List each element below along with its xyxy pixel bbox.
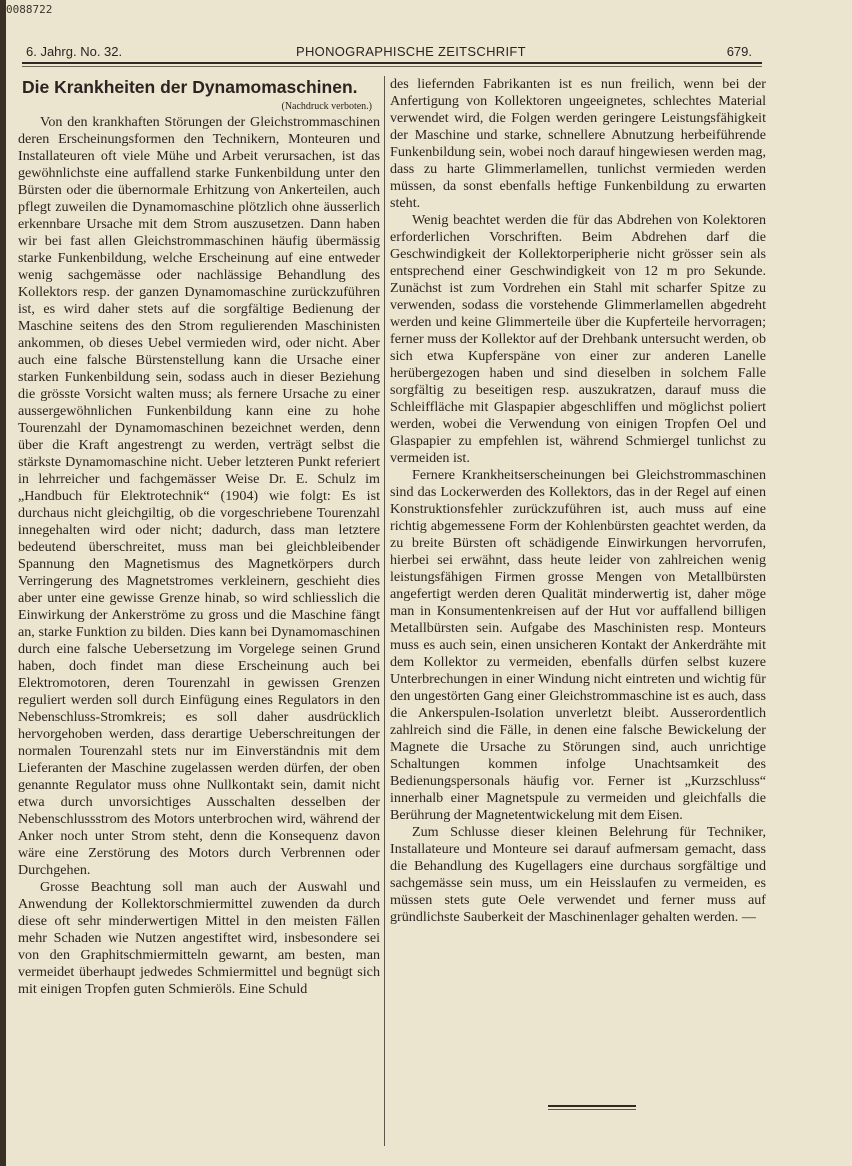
article-title: Die Krankheiten der Dynamomaschinen.	[22, 77, 358, 97]
column-divider	[384, 76, 385, 1146]
paragraph: Zum Schlusse dieser kleinen Belehrung für Techniker, Installateure und Monteure sei darauf aufmersam gemacht, dass die Behandlung des Kugellagers eine durchaus sorgfältige und sachgemässe sein muss, um ein Heisslaufen zu vermeiden, es müssen stets gute Oele verwendet und ferner muss auf gründlichste Sauberkeit der Maschinenlager gehalten werden. —	[390, 824, 766, 925]
page-edge	[0, 0, 6, 1166]
header-rule-thin	[22, 66, 762, 67]
journal-title: PHONOGRAPHISCHE ZEITSCHRIFT	[296, 44, 526, 59]
header-rule	[22, 62, 762, 64]
scan-id: 0088722	[6, 3, 53, 16]
running-header	[22, 42, 762, 62]
right-column	[390, 76, 766, 1146]
page-number: 679.	[726, 44, 752, 59]
issue-label: 6. Jahrg. No. 32.	[26, 44, 123, 59]
end-rule	[548, 1105, 636, 1107]
reprint-note: (Nachdruck verboten.)	[281, 101, 372, 112]
end-rule-thin	[548, 1109, 636, 1110]
paragraph: Grosse Beachtung soll man auch der Auswahl und Anwendung der Kollektorschmiermittel zuwenden da durch diese oft sehr minderwertigen Mittel in den meisten Fällen mehr Schaden wie Nutzen angestiftet wird, insbesondere sei von den Graphitschmiermitteln gewarnt, am besten, man vermeidet überhaupt jedwedes Schmiermittel und begnügt sich mit einigen Tropfen guten Schmieröls. Eine Schuld	[18, 879, 380, 997]
paragraph: Von den krankhaften Störungen der Gleichstrommaschinen deren Erscheinungsformen den Technikern, Monteuren und Installateuren oft viele Mühe und Arbeit verursachen, ist das gewöhnlichste eine auffallend starke Funkenbildung unter den Bürsten oder die übernormale Erhitzung von Ankerteilen, auch pflegt zuweilen die Dynamomaschine plötzlich ohne äusserlich erkennbare Ursache mit dem Strom auszusetzen. Dann haben wir bei fast allen Gleichstrommaschinen häufig übermässig starke Funkenbildung, welche Erscheinung auf eine entweder wenig sachgemässe oder nachlässige Behandlung des Kollektors resp. der ganzen Dynamomaschine zurückzuführen ist, es wird daher stets auf die sorgfältige Bedienung der Maschine seitens des den Strom regulierenden Maschinisten ankommen, ob dieses Uebel vermieden wird, oder nicht. Aber auch eine falsche Bürstenstellung kann die Ursache einer starken Funkenbildung sein, sodass auch in dieser Beziehung die grösste Vorsicht walten muss; als fernere Ursache zu einer aussergewöhnlichen Funkenbildung kann eine zu hohe Tourenzahl der Dynamomaschinen bezeichnet werden, denn über die Kraft angestrengt zu werden, verträgt selbst die stärkste Dynamomaschine nicht. Ueber letzteren Punkt referiert in lehrreicher und fachgemässer Weise Dr. E. Schulz im „Handbuch für Elektrotechnik“ (1904) wie folgt: Es ist durchaus nicht gleichgiltig, ob die vorgeschriebene Tourenzahl innegehalten wird oder nicht; dadurch, dass man letztere bedeutend überschreitet, muss man bei gleichbleibender Spannung den Magnetismus des Magnetkörpers durch Verringerung des Magnetstromes verkleinern, geschieht dies aber unter eine gewisse Grenze hinab, so wird schliesslich die Einwirkung der Ankerströme zu gross und die Maschine fängt an, starke Funktion zu bilden. Dies kann bei Dynamomaschinen durch eine falsche Uebersetzung im Vorgelege seinen Grund haben, doch findet man diese Erscheinung auch bei Elektromotoren, deren Tourenzahl in gewissen Grenzen reguliert werden soll durch Einfügung eines Regulators in den Nebenschluss-Stromkreis; es soll daher ausdrücklich hervorgehoben werden, dass derartige Ueberschreitungen der normalen Tourenzahl stets nur im Einverständnis mit dem Lieferanten der Maschine zugelassen werden dürfen, der oben genannte Regulator muss ohne Nullkontakt sein, damit nicht etwa durch unvorsichtiges Ausschalten desselben der Nebenschlussstrom des Motors unterbrochen wird, während der Anker noch unter Strom steht, denn die Konsequenz davon wäre eine Zerstörung des Motors durch Verbrennen oder Durchgehen.	[18, 114, 380, 878]
paragraph: Wenig beachtet werden die für das Abdrehen von Kolektoren erforderlichen Vorschriften. Beim Abdrehen darf die Geschwindigkeit der Kollektorperipherie nicht grösser sein als entsprechend einer Geschwindigkeit von 12 m pro Sekunde. Zunächst ist zum Vordrehen ein Stahl mit scharfer Spitze zu verwenden, sodass die vorstehende Glimmerlamellen abgedreht werden und keine Glimmerteile über die Kupferteile hervorragen; ferner muss der Kollektor auf der Drehbank untersucht werden, ob sich etwa Kupferspäne von einer zur anderen Lanelle herübergezogen haben und sind dieselben in solchem Falle sorgfältig zu beseitigen resp. auszukratzen, darauf muss die Schleiffläche mit Glaspapier abgeschliffen und möglichst poliert werden, wobei die Verwendung von einigen Tropfen Oel und Glaspapier zu empfehlen ist, während Schmiergel tunlichst zu vermeiden ist.	[390, 212, 766, 466]
paragraph: des liefernden Fabrikanten ist es nun freilich, wenn bei der Anfertigung von Kollektoren ungeeignetes, schlechtes Material verwendet wird, die Folgen werden geringere Leistungsfähigkeit der Maschine und starke, schnellere Abnutzung herbeiführende Funkenbildung sein, wobei noch darauf hingewiesen werden mag, dass zu harte Glimmerlamellen, tunlichst vermieden werden müssen, da sonst ebenfalls heftige Funkenbildung zu erwarten steht.	[390, 76, 766, 211]
paragraph: Fernere Krankheitserscheinungen bei Gleichstrommaschinen sind das Lockerwerden des Kollektors, das in der Regel auf einen Konstruktionsfehler zurückzuführen ist, auch muss auf eine richtig abgemessene Form der Kohlenbürsten geachtet werden, da zu breite Bürsten oft schädigende Einwirkungen hervorrufen, hierbei sei erwähnt, dass heute leider von zahlreichen wenig leistungsfähigen Firmen grosse Mengen von Metallbürsten angefertigt werden deren Qualität minderwertig ist, daher möge man in Konsumentenkreisen auf der Hut vor auffallend billigen Metallbürsten sein. Aufgabe des Maschinisten resp. Monteurs muss es auch sein, einen unsicheren Kontakt der Ankerdrähte mit dem Kollektor zu vermeiden, ebenfalls dürfen selbst kuzere Unterbrechungen in einer Windung nicht eintreten und wichtig für den ungestörten Gang einer Gleichstrommaschine ist es auch, dass die Ankerspulen-Isolation unverletzt bleibt. Ausserordentlich zahlreich sind die Fälle, in denen eine falsche Bewickelung der Magnete die Ursache zu Störungen sind, auch unrichtige Schaltungen kommen infolge Unachtsamkeit des Bedienungspersonals häufig vor. Ferner ist „Kurzschluss“ innerhalb einer Magnetspule zu vermeiden und gleichfalls die Berührung der Magnetentwickelung mit dem Eisen.	[390, 467, 766, 823]
left-column	[18, 76, 380, 1146]
